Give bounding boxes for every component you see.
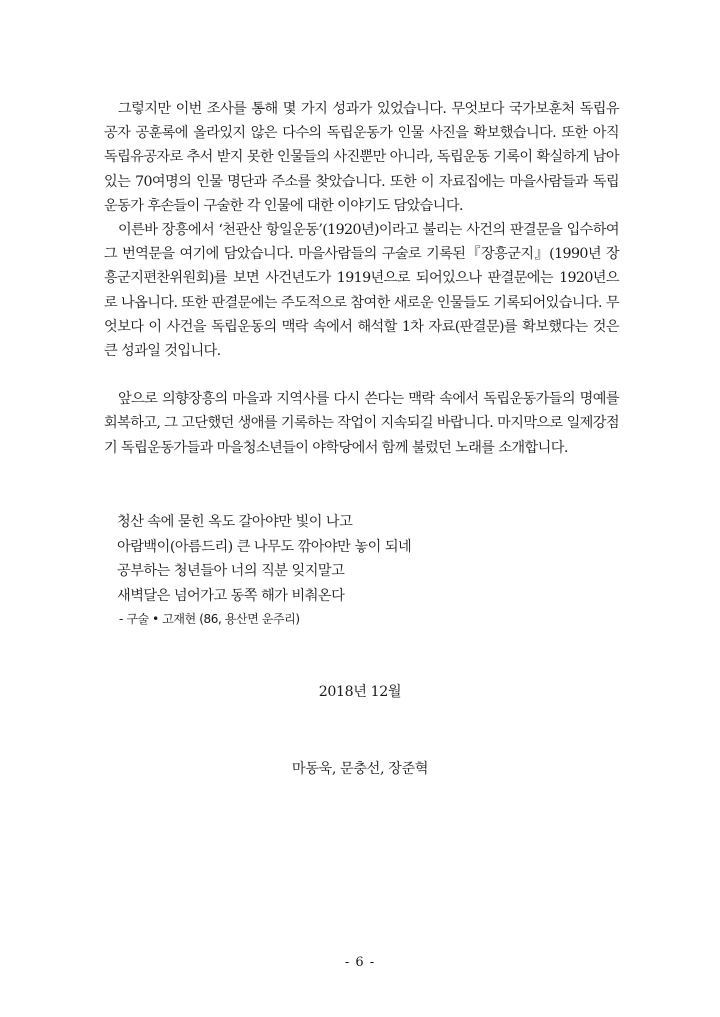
song-line: 청산 속에 묻힌 옥도 갈아야만 빛이 나고 (117, 514, 353, 530)
song-line: 새벽달은 넘어가고 동쪽 해가 비춰온다 (117, 587, 345, 604)
song-source: - 구술 • 고재현 (86, 용산면 운주리) (119, 612, 300, 627)
body-text (104, 97, 619, 460)
paragraph-spacer (104, 363, 619, 387)
song-lyrics (117, 510, 517, 630)
song-line: 공부하는 청년들아 너의 직분 잊지말고 (117, 563, 345, 580)
paragraph-survey-results: 그렇지만 이번 조사를 통해 몇 가지 성과가 있었습니다. 무엇보다 국가보훈처 독립유공자 공훈록에 올라있지 않은 다수의 독립운동가 인물 사진을 확보했습니다. 또한 아직 독립유공자로 추서 받지 못한 인물들의 사진뿐만 아니라, 독립운동 기록이 확실하게 남아있는 70여명의 인물 명단과 주소를 찾았습니다. 또한 이 자료집에는 마을사람들과 독립운동가 후손들이 구술한 각 인물에 대한 이야기도 담았습니다. (104, 101, 619, 214)
page-number: - 6 - (344, 955, 376, 970)
document-date: 2018년 12월 (318, 684, 402, 700)
song-line: 아람백이(아름드리) 큰 나무도 깎아야만 놓이 되네 (117, 538, 412, 555)
paragraph-closing: 앞으로 의향장흥의 마을과 지역사를 다시 쓴다는 맥락 속에서 독립운동가들의 명예를 회복하고, 그 고단했던 생애를 기록하는 작업이 지속되길 바랍니다. 마지막으로 일제강점기 독립운동가들과 마을청소년들이 야학당에서 함께 불렀던 노래를 소개합니다. (104, 391, 619, 456)
authors: 마동욱, 문충선, 장준혁 (291, 761, 429, 777)
paragraph-cheongwansan-movement: 이른바 장흥에서 ‘천관산 항일운동’(1920년)이라고 불리는 사건의 판결문을 입수하여 그 번역문을 여기에 담았습니다. 마을사람들의 구술로 기록된『장흥군지』(1990년 장흥군지편찬위원회)를 보면 사건년도가 1919년으로 되어있으나 판결문에는 1920년으로 나옵니다. 또한 판결문에는 주도적으로 참여한 새로운 인물들도 기록되어있습니다. 무엇보다 이 사건을 독립운동의 맥락 속에서 해석할 1차 자료(판결문)를 확보했다는 것은 큰 성과일 것입니다. (104, 222, 619, 360)
